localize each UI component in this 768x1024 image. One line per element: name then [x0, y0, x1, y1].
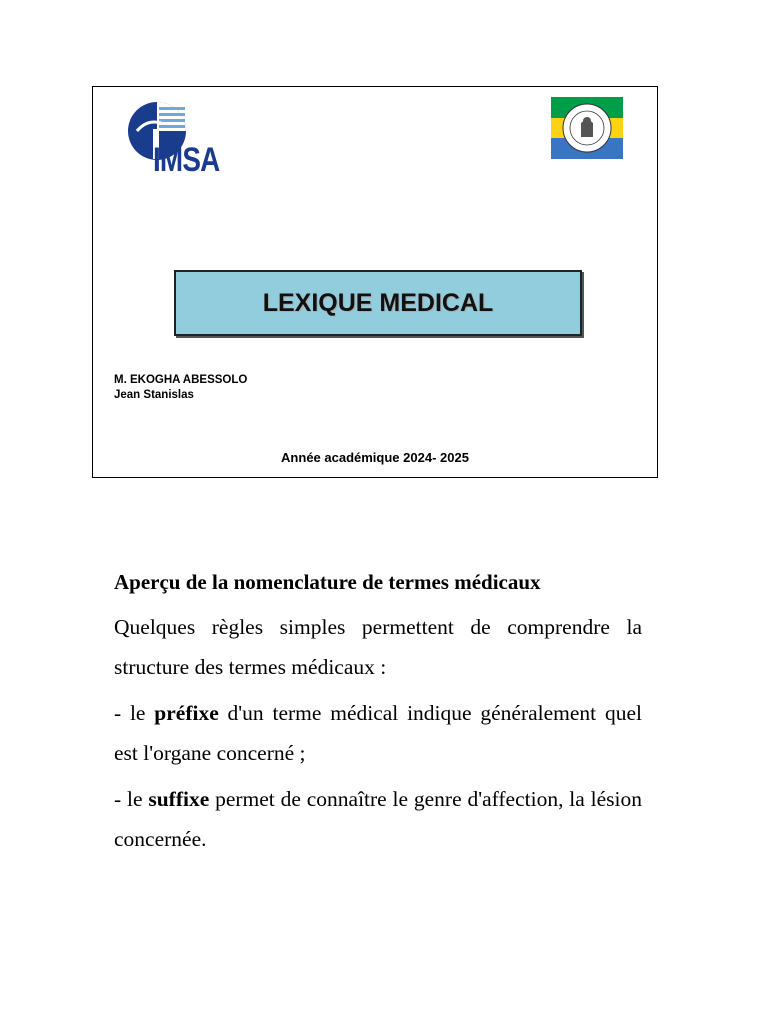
imsa-logo-text: IMSA	[153, 141, 220, 179]
suffix-rule	[114, 779, 642, 859]
prefix-rule-start: - le	[114, 701, 155, 725]
author-block	[114, 373, 247, 403]
intro-paragraph: Quelques règles simples permettent de comprendre la structure des termes médicaux :	[114, 615, 642, 679]
suffix-rule-start: - le	[114, 787, 149, 811]
author-firstname: Jean Stanislas	[114, 389, 194, 401]
title-slide	[92, 86, 658, 478]
author-name: M. EKOGHA ABESSOLO	[114, 374, 248, 386]
section-heading: Aperçu de la nomenclature de termes médicaux	[114, 570, 541, 594]
suffix-term: suffixe	[148, 787, 210, 811]
title-box	[174, 270, 582, 336]
gabon-flag-seal	[551, 97, 623, 159]
suffix-rule-end: permet de connaître le genre d'affection, la lésion concernée.	[114, 787, 642, 851]
prefix-term: préfixe	[154, 701, 219, 725]
slide-title: LEXIQUE MEDICAL	[262, 288, 494, 317]
imsa-logo	[127, 101, 227, 179]
body-content	[114, 568, 642, 865]
academic-year: Année académique 2024- 2025	[281, 450, 469, 465]
prefix-rule	[114, 693, 642, 773]
prefix-rule-end: d'un terme médical indique généralement quel est l'organe concerné ;	[114, 701, 642, 765]
